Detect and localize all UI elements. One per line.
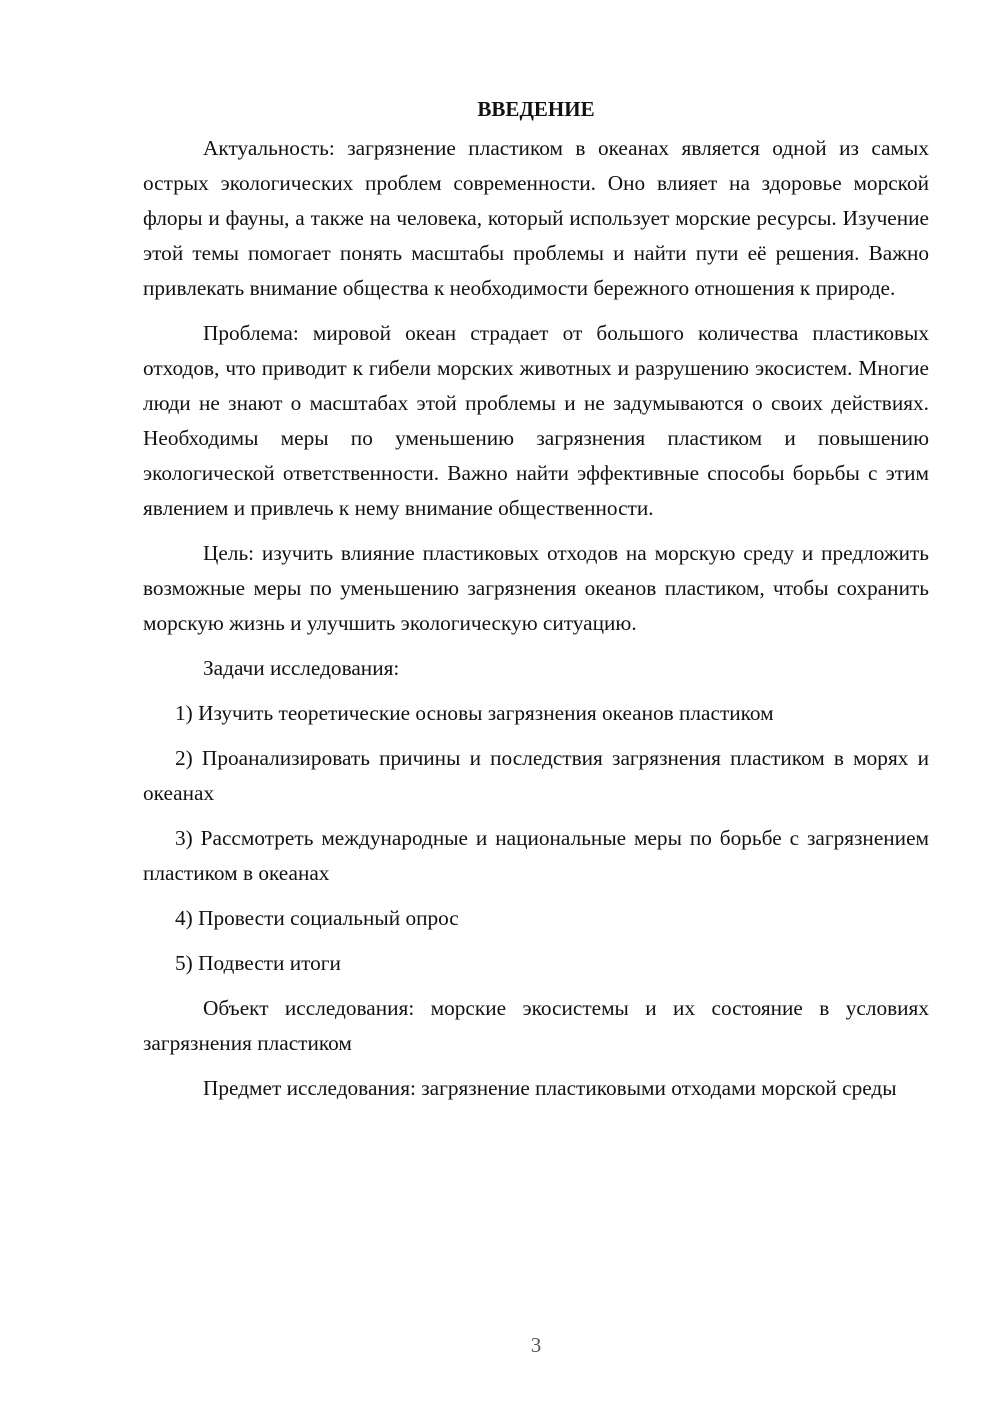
page-number: 3 bbox=[530, 1333, 542, 1357]
section-title: ВВЕДЕНИЕ bbox=[477, 97, 595, 121]
tasks-heading: Задачи исследования: bbox=[203, 656, 400, 680]
problem-paragraph: Проблема: мировой океан страдает от большого количества пластиковых отходов, что приводит к гибели морских животных и разрушению экосистем. Многие люди не знают о масштабах этой проблемы и не задумываются о своих действиях. Необходимы меры по уменьшению загрязнения пластиком и повышению экологической ответственности. Важно найти эффективные способы борьбы с этим явлением и привлечь к нему внимание общественности. bbox=[143, 321, 929, 520]
task-item: 2) Проанализировать причины и последствия загрязнения пластиком в морях и океанах bbox=[143, 746, 929, 805]
relevance-paragraph: Актуальность: загрязнение пластиком в океанах является одной из самых острых экологических проблем современности. Оно влияет на здоровье морской флоры и фауны, а также на человека, который использует морские ресурсы. Изучение этой темы помогает понять масштабы проблемы и найти пути её решения. Важно привлекать внимание общества к необходимости бережного отношения к природе. bbox=[143, 136, 929, 300]
task-item: 1) Изучить теоретические основы загрязнения океанов пластиком bbox=[175, 701, 774, 725]
task-item: 4) Провести социальный опрос bbox=[175, 906, 459, 930]
tasks-list bbox=[143, 696, 929, 981]
object-paragraph: Объект исследования: морские экосистемы и их состояние в условиях загрязнения пластиком bbox=[143, 996, 929, 1055]
goal-paragraph: Цель: изучить влияние пластиковых отходов на морскую среду и предложить возможные меры по уменьшению загрязнения океанов пластиком, чтобы сохранить морскую жизнь и улучшить экологическую ситуацию. bbox=[143, 541, 929, 635]
subject-paragraph: Предмет исследования: загрязнение пластиковыми отходами морской среды bbox=[203, 1076, 897, 1100]
document-body bbox=[143, 92, 929, 1116]
task-item: 3) Рассмотреть международные и национальные меры по борьбе с загрязнением пластиком в океанах bbox=[143, 826, 929, 885]
task-item: 5) Подвести итоги bbox=[175, 951, 341, 975]
